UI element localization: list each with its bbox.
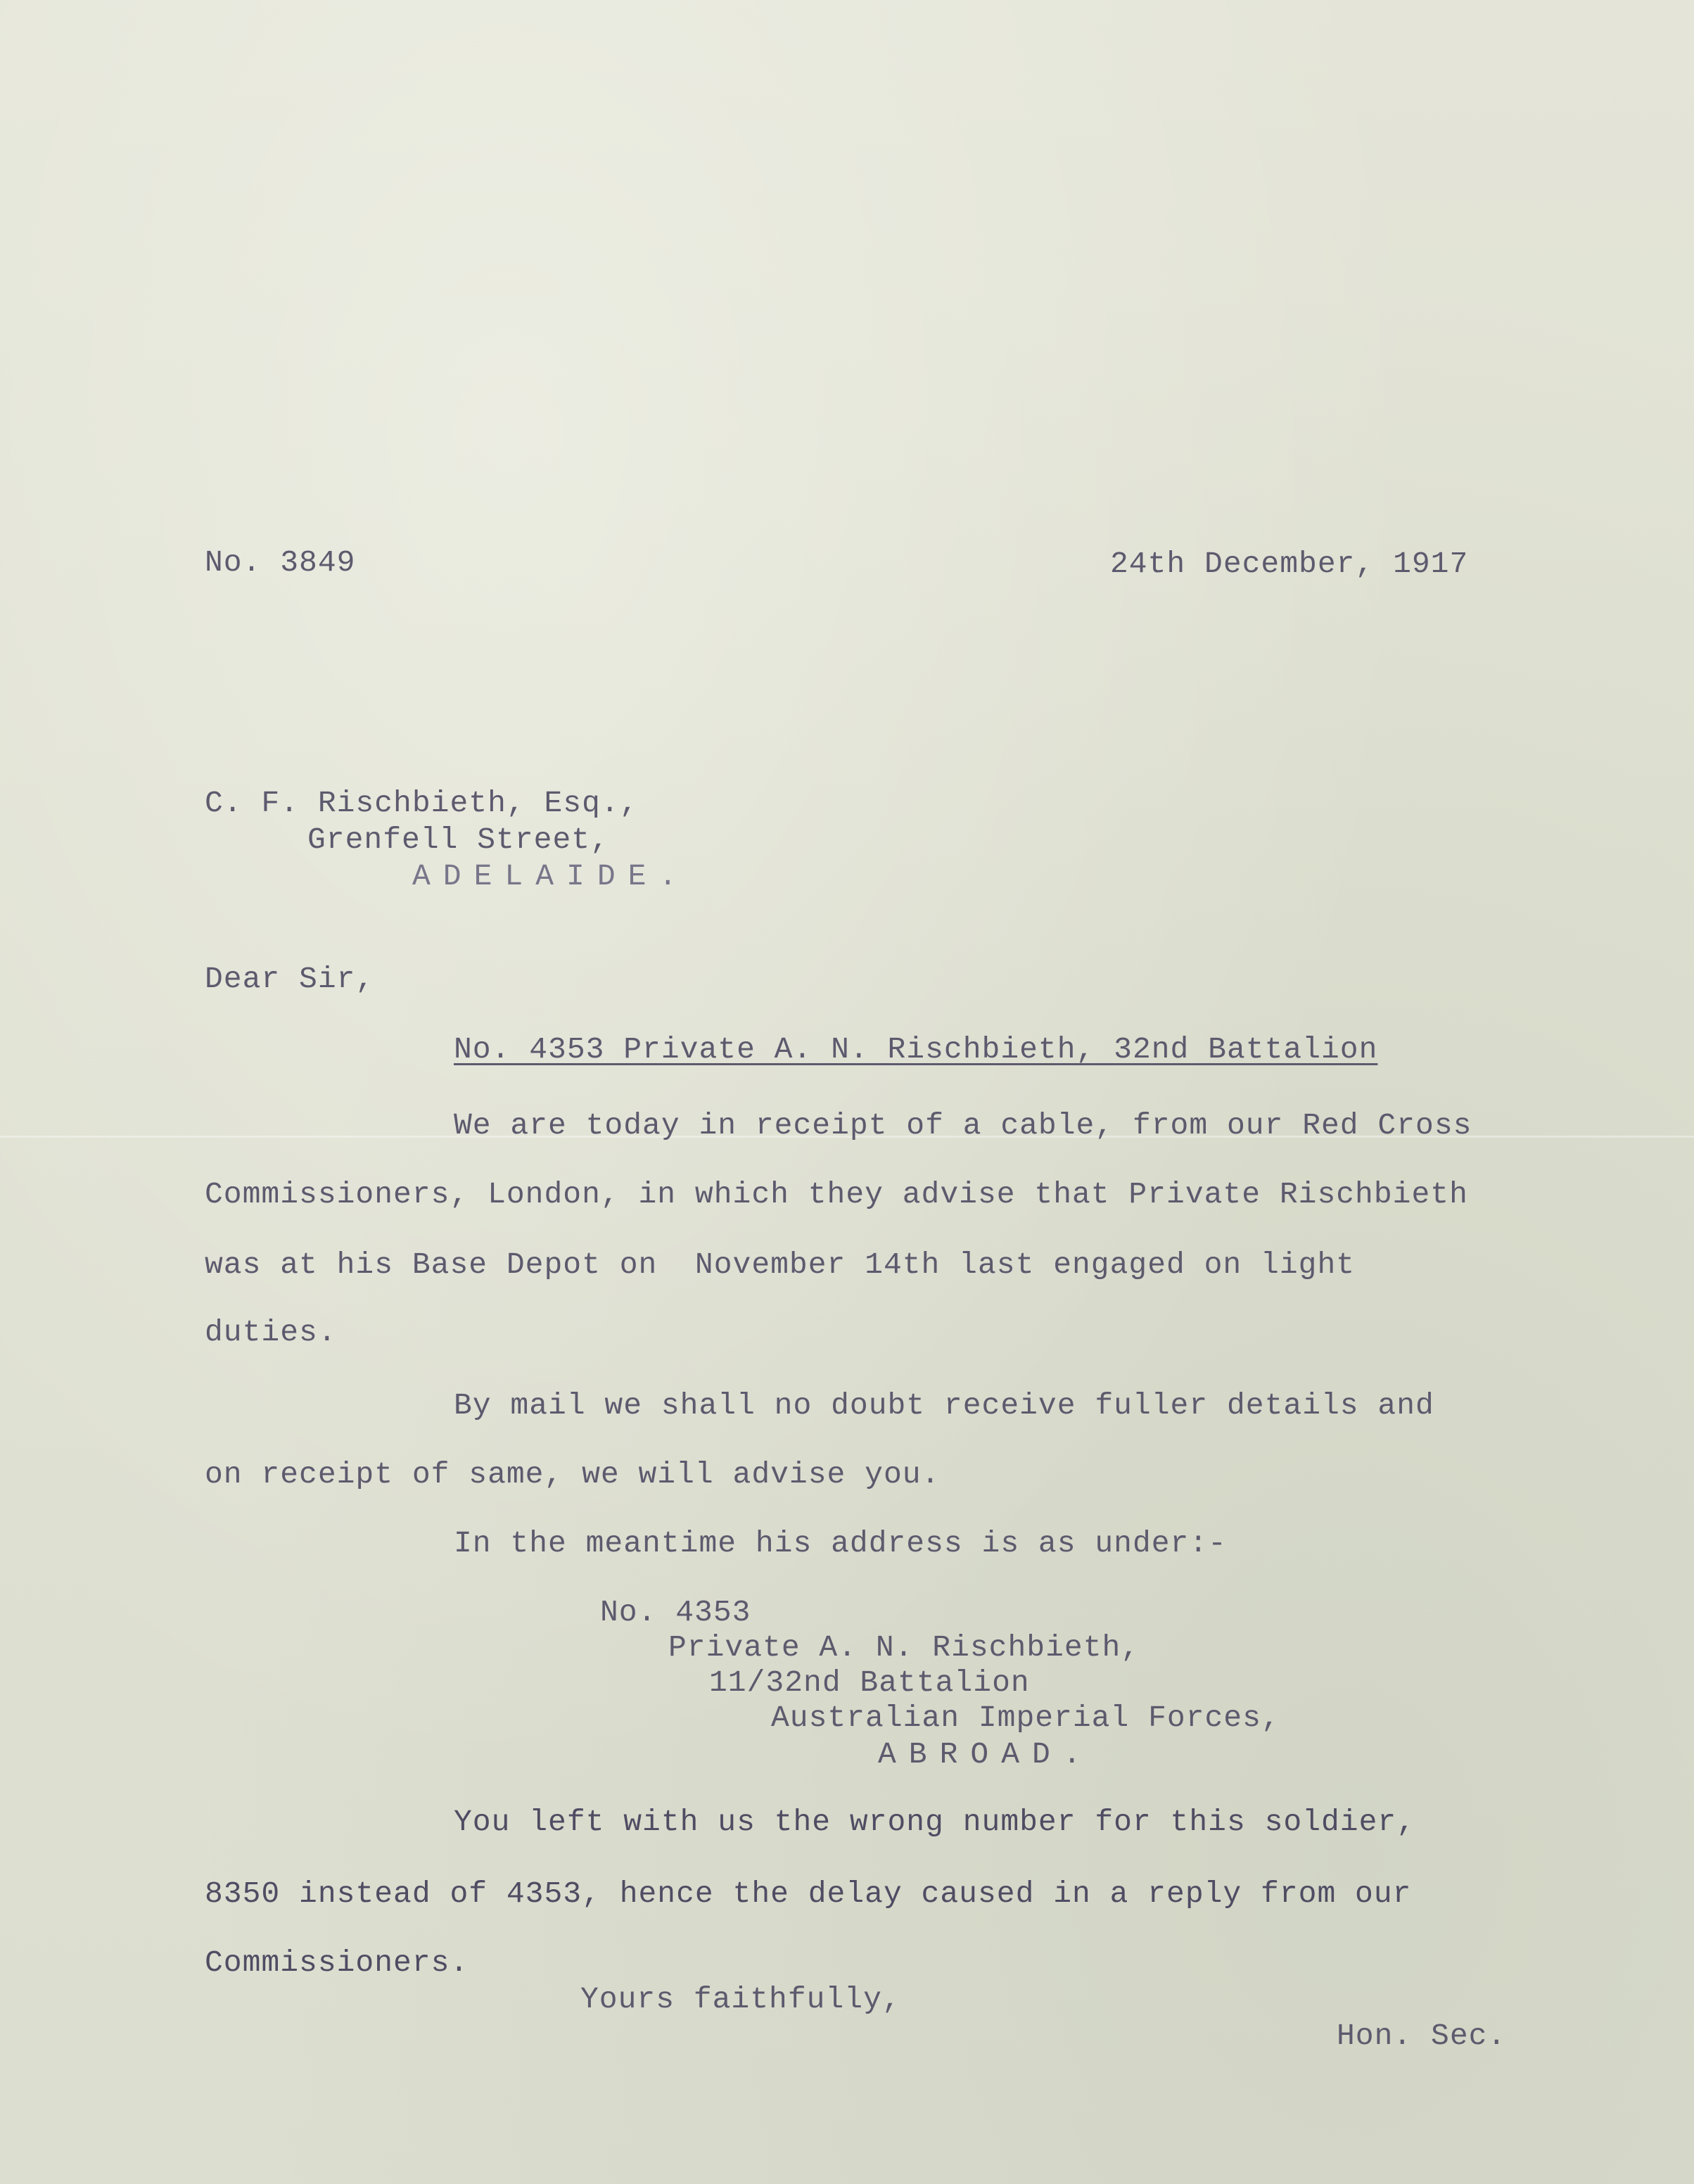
paragraph-1-line-1: We are today in receipt of a cable, from our Red Cross [454, 1108, 1472, 1143]
paragraph-4-line-1: You left with us the wrong number for this soldier, [454, 1805, 1416, 1839]
signatory: Hon. Sec. [1337, 2019, 1507, 2053]
recipient-name: C. F. Rischbieth, Esq., [205, 786, 639, 820]
paragraph-2-line-1: By mail we shall no doubt receive fuller details and [454, 1388, 1434, 1423]
paragraph-1-line-3: was at his Base Depot on November 14th last engaged on light [205, 1247, 1356, 1282]
recipient-city: ADELAIDE. [412, 859, 690, 894]
subject-line: No. 4353 Private A. N. Rischbieth, 32nd Battalion [454, 1032, 1378, 1067]
letter-date: 24th December, 1917 [1110, 547, 1469, 581]
closing: Yours faithfully, [580, 1982, 901, 2017]
address-abroad: ABROAD. [878, 1737, 1094, 1772]
address-battalion: 11/32nd Battalion [709, 1665, 1030, 1700]
address-number: No. 4353 [600, 1595, 751, 1630]
paragraph-4-line-2: 8350 instead of 4353, hence the delay caused in a reply from our [205, 1877, 1412, 1911]
paragraph-3: In the meantime his address is as under:- [454, 1526, 1227, 1561]
reference-number: No. 3849 [205, 545, 356, 580]
salutation: Dear Sir, [205, 962, 375, 996]
recipient-street: Grenfell Street, [307, 823, 609, 857]
address-forces: Australian Imperial Forces, [771, 1701, 1280, 1735]
paragraph-1-line-2: Commissioners, London, in which they advise that Private Rischbieth [205, 1177, 1468, 1212]
paragraph-1-line-4: duties. [205, 1315, 337, 1350]
paragraph-2-line-2: on receipt of same, we will advise you. [205, 1457, 941, 1492]
paragraph-4-line-3: Commissioners. [205, 1945, 469, 1980]
address-name: Private A. N. Rischbieth, [668, 1630, 1140, 1665]
